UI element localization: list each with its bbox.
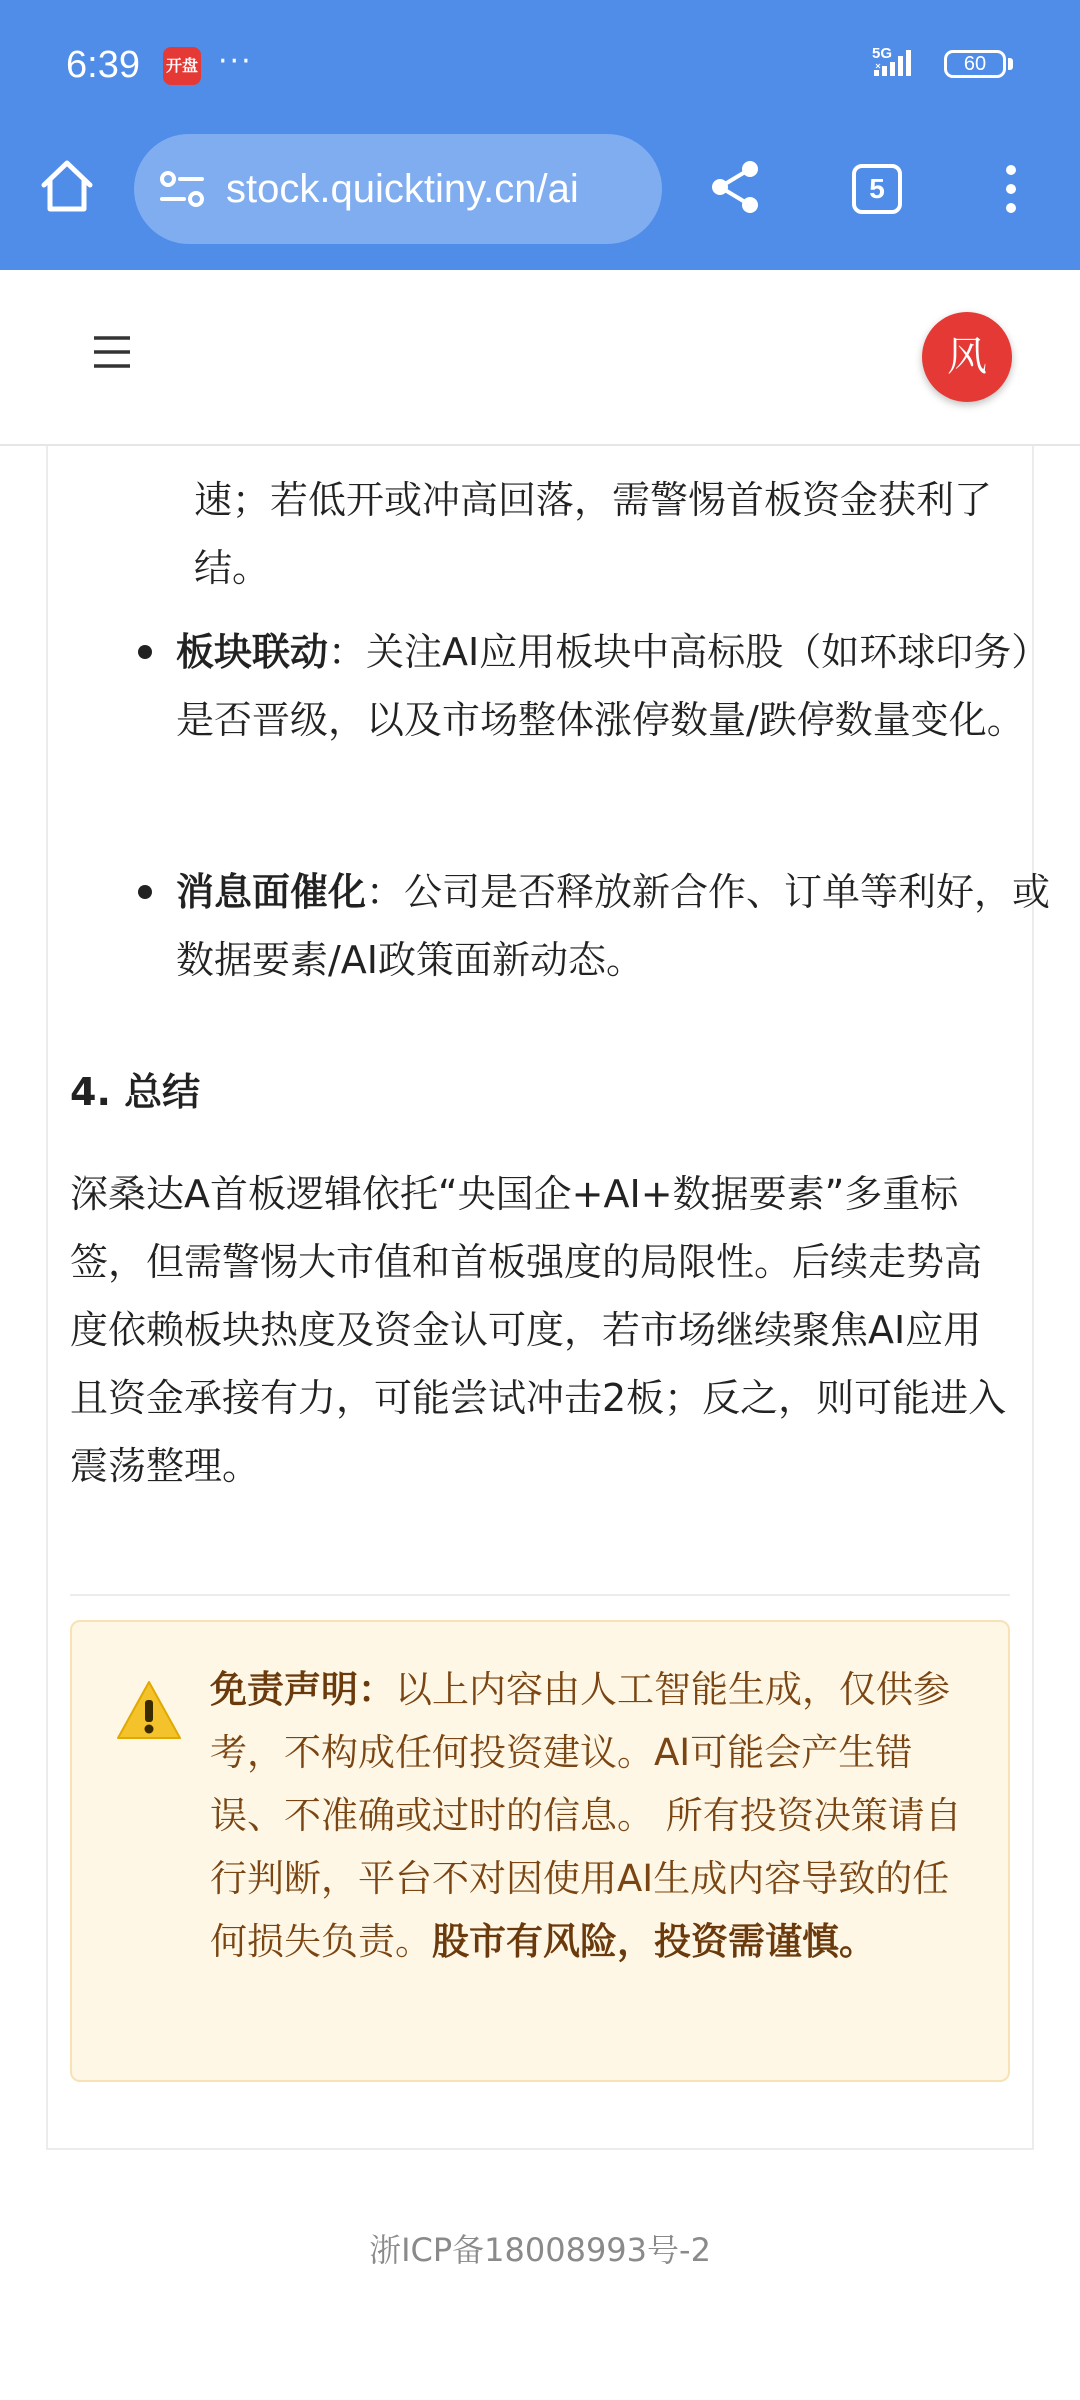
site-header xyxy=(0,270,1080,446)
address-bar[interactable] xyxy=(134,134,662,244)
icp-license-link[interactable]: 浙ICP备18008993号-2 xyxy=(369,2231,711,2269)
bullet-text: 关注AI应用板块中高标股（如环球印务）是否晋级，以及市场整体涨停数量/跌停数量变化。 xyxy=(176,630,1050,742)
bullet-title: 消息面催化 xyxy=(176,870,367,914)
battery-tip xyxy=(1008,58,1013,70)
share-icon[interactable] xyxy=(706,157,766,217)
app-notification-badge: 开盘 xyxy=(163,47,201,85)
bullet-dot xyxy=(138,645,152,659)
bullet-separator: ： xyxy=(328,630,367,674)
list-item-continuation: 速；若低开或冲高回落，需警惕首板资金获利了结。 xyxy=(194,478,993,590)
list-item xyxy=(130,618,1060,754)
more-options-icon[interactable] xyxy=(996,160,1026,220)
site-settings-icon[interactable] xyxy=(158,168,208,210)
list-item xyxy=(130,858,1060,994)
bullet-list xyxy=(130,618,1060,754)
bullet-dot xyxy=(138,885,152,899)
status-time: 6:39 xyxy=(66,44,140,86)
network-type: 5G xyxy=(872,45,893,62)
disclaimer-text xyxy=(210,1658,970,1973)
battery-icon: 60 xyxy=(944,50,1006,78)
browser-chrome xyxy=(0,0,1080,270)
summary-paragraph: 深桑达A首板逻辑依托“央国企+AI+数据要素”多重标签，但需警惕大市值和首板强度的局限性。后续走势高度依赖板块热度及资金认可度，若市场继续聚焦AI应用且资金承接有力，可能尝试冲击2板；反之，则可能进入震荡整理。 xyxy=(70,1172,1007,1488)
disclaimer-emphasis: 股市有风险，投资需谨慎。 xyxy=(432,1920,876,1963)
section-heading: 4. 总结 xyxy=(70,1070,201,1114)
divider xyxy=(70,1594,1010,1596)
tab-switcher-button[interactable]: 5 xyxy=(852,164,902,214)
bullet-separator: ： xyxy=(366,870,405,914)
disclaimer-box xyxy=(70,1620,1010,2082)
user-avatar[interactable]: 风 xyxy=(922,312,1012,402)
bullet-list xyxy=(130,858,1060,994)
warning-icon xyxy=(114,1678,184,1742)
status-bar xyxy=(0,0,1080,130)
bullet-title: 板块联动 xyxy=(176,630,329,674)
signal-icon xyxy=(872,44,932,84)
hamburger-menu-icon[interactable] xyxy=(92,334,132,370)
disclaimer-label: 免责声明： xyxy=(210,1668,395,1711)
url-text[interactable]: stock.quicktiny.cn/ai xyxy=(226,167,579,211)
home-icon[interactable] xyxy=(36,155,98,217)
more-notifications-indicator: ··· xyxy=(218,44,253,79)
bullet-text: 公司是否释放新合作、订单等利好，或数据要素/AI政策面新动态。 xyxy=(176,870,1051,982)
disclaimer-body: 以上内容由人工智能生成，仅供参考，不构成任何投资建议。AI可能会产生错误、不准确或过时的信息。 所有投资决策请自行判断，平台不对因使用AI生成内容导致的任何损失负责。 xyxy=(210,1668,962,1963)
